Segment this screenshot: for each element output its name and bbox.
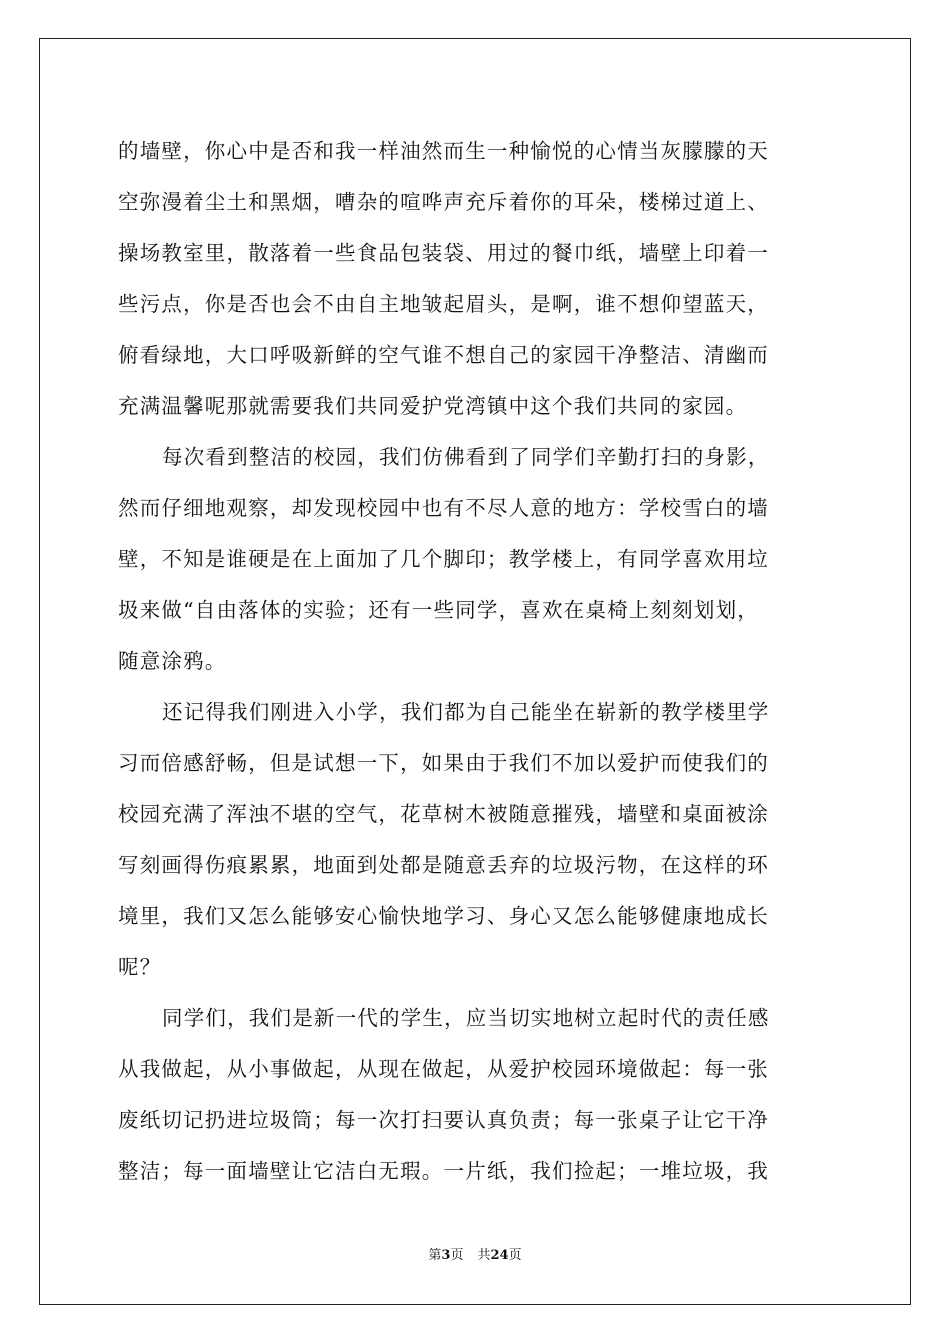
text-line: 的墙壁，你心中是否和我一样油然而生一种愉悦的心情当灰朦朦的天	[118, 139, 769, 163]
page-label-prefix: 第	[428, 1248, 442, 1263]
text-line: 从我做起，从小事做起，从现在做起，从爱护校园环境做起：每一张	[118, 1057, 769, 1081]
text-line: 校园充满了浑浊不堪的空气，花草树木被随意摧残，墙壁和桌面被涂	[118, 802, 769, 826]
text-line: 废纸切记扔进垃圾筒；每一次打扫要认真负责；每一张桌子让它干净	[118, 1108, 769, 1132]
text-line: 然而仔细地观察，却发现校园中也有不尽人意的地方：学校雪白的墙	[118, 496, 769, 520]
text-line: 操场教室里，散落着一些食品包装袋、用过的餐巾纸，墙壁上印着一	[118, 241, 769, 265]
text-line: 些污点，你是否也会不由自主地皱起眉头，是啊，谁不想仰望蓝天，	[118, 292, 769, 316]
text-line: 写刻画得伤痕累累，地面到处都是随意丢弃的垃圾污物，在这样的环	[118, 853, 769, 877]
text-line: 壁，不知是谁硬是在上面加了几个脚印；教学楼上，有同学喜欢用垃	[118, 547, 769, 571]
text-line: 充满温馨呢那就需要我们共同爱护党湾镇中这个我们共同的家园。	[118, 394, 748, 418]
text-line: 整洁；每一面墙壁让它洁白无瑕。一片纸，我们捡起；一堆垃圾，我	[118, 1159, 769, 1183]
text-line: 圾来做“自由落体的实验；还有一些同学，喜欢在桌椅上刻刻划划，	[118, 598, 759, 622]
text-line: 随意涂鸦。	[118, 649, 227, 673]
text-line: 境里，我们又怎么能够安心愉快地学习、身心又怎么能够健康地成长	[118, 904, 769, 928]
document-body	[118, 126, 834, 1197]
text-line: 每次看到整洁的校园，我们仿佛看到了同学们辛勤打扫的身影，	[162, 445, 770, 469]
text-line: 俯看绿地，大口呼吸新鲜的空气谁不想自己的家园干净整洁、清幽而	[118, 343, 769, 367]
text-line: 还记得我们刚进入小学，我们都为自己能坐在崭新的教学楼里学	[162, 700, 770, 724]
current-page-number: 3	[441, 1248, 451, 1263]
text-line: 同学们，我们是新一代的学生，应当切实地树立起时代的责任感	[162, 1006, 770, 1030]
total-page-count: 24	[490, 1248, 509, 1263]
text-line: 空弥漫着尘土和黑烟，嘈杂的喧哗声充斥着你的耳朵，楼梯过道上、	[118, 190, 769, 214]
total-label-suffix: 页	[508, 1248, 522, 1263]
page-footer	[0, 1248, 950, 1264]
page-label-suffix: 页	[450, 1248, 464, 1263]
text-line: 呢？	[118, 955, 162, 979]
total-label-prefix: 共	[477, 1248, 491, 1263]
text-line: 习而倍感舒畅，但是试想一下，如果由于我们不加以爱护而使我们的	[118, 751, 769, 775]
